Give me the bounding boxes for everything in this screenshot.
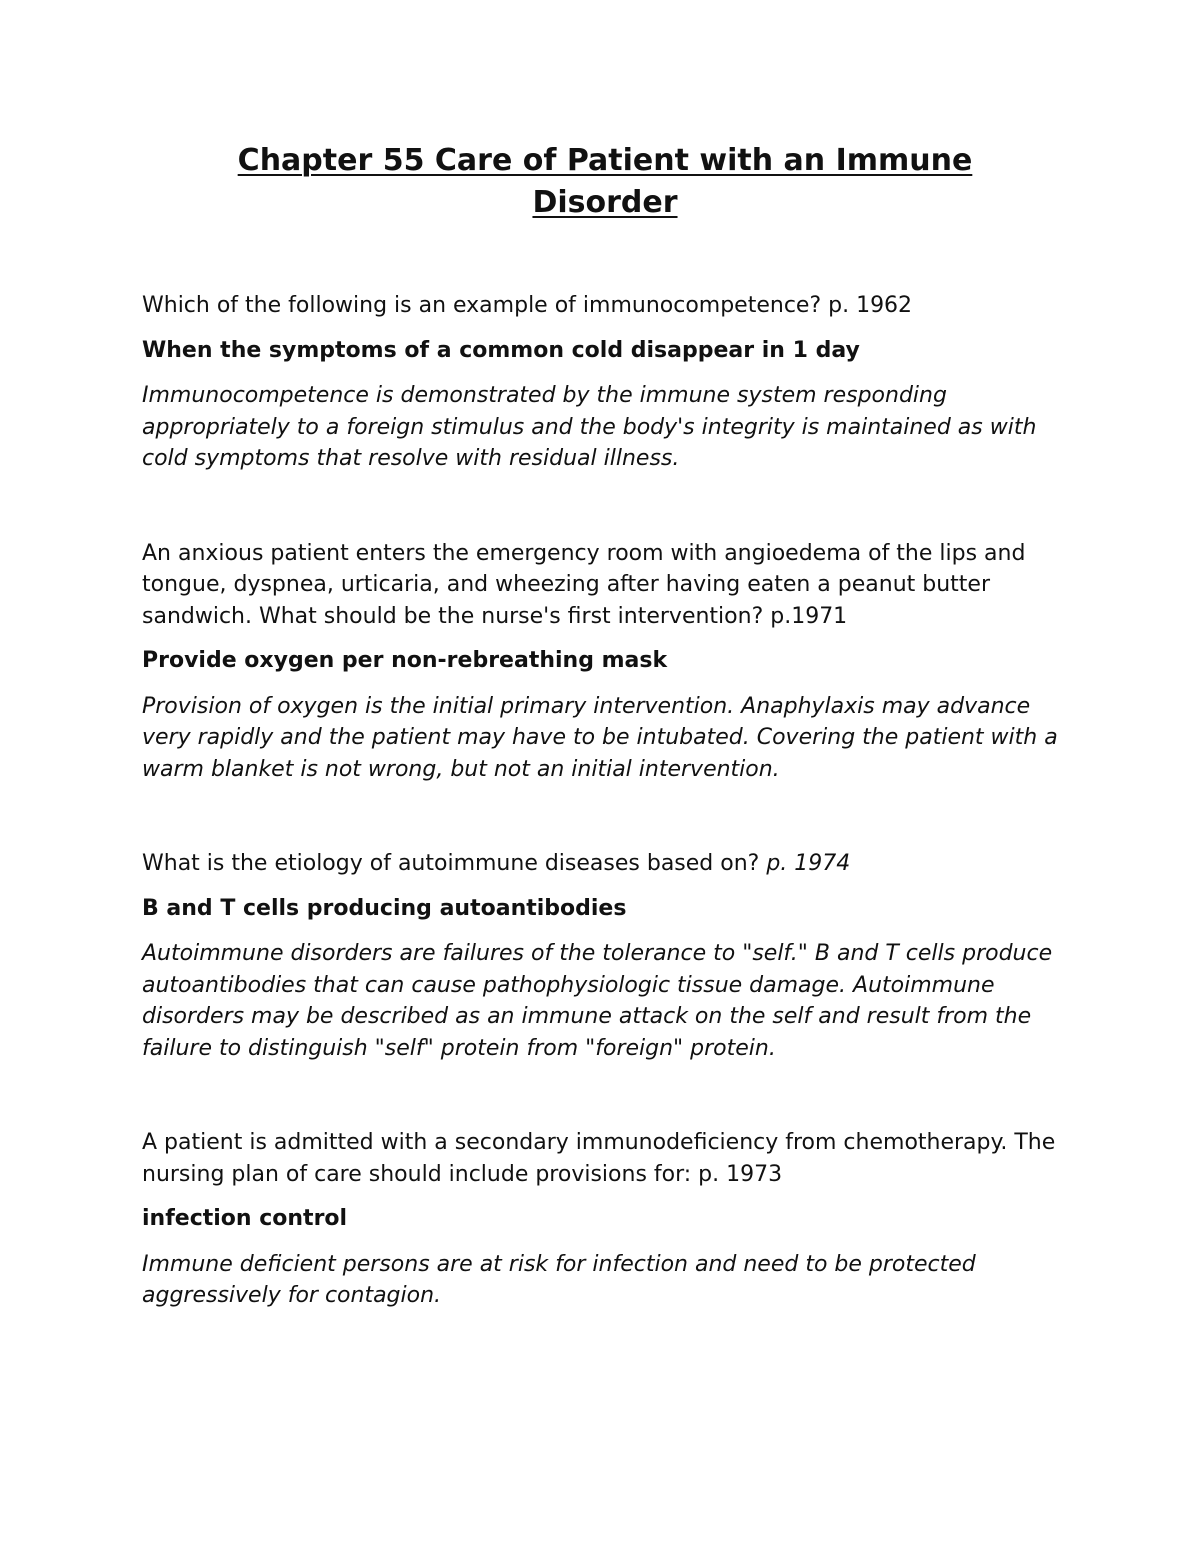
question-block-3 (142, 848, 1060, 1064)
explanation-text: Immunocompetence is demonstrated by the immune system responding appropriately to a foreign stimulus and the body's integrity is maintained as with cold symptoms that resolve with residual illness. (142, 383, 1037, 471)
page-title: Chapter 55 Care of Patient with an Immune Disorder (237, 143, 973, 220)
answer-text: When the symptoms of a common cold disappear in 1 day (142, 337, 860, 363)
question-block-2 (142, 538, 1060, 786)
question-text: A patient is admitted with a secondary immunodeficiency from chemotherapy. The nursing plan of care should include provisions for: p. 1973 (142, 1130, 1056, 1187)
answer-text: Provide oxygen per non-rebreathing mask (142, 648, 668, 673)
question-block-1 (142, 290, 1060, 475)
answer-text: B and T cells producing autoantibodies (142, 895, 627, 921)
question-text: An anxious patient enters the emergency room with angioedema of the lips and tongue, dyspnea, urticaria, and wheezing after having eaten a peanut butter sandwich. What should be the nurse's first intervention? p.1971 (142, 540, 1026, 629)
question-page-ref: p. 1974 (766, 851, 851, 876)
question-text: Which of the following is an example of immunocompetence? p. 1962 (142, 293, 913, 318)
explanation-text: Immune deficient persons are at risk for infection and need to be protected aggressively for contagion. (142, 1251, 976, 1308)
explanation-text: Provision of oxygen is the initial primary intervention. Anaphylaxis may advance very rapidly and the patient may have to be intubated. Covering the patient with a warm blanket is not wrong, but not an initial intervention. (142, 693, 1058, 782)
question-block-4 (142, 1127, 1060, 1312)
answer-text: infection control (142, 1206, 348, 1231)
explanation-text: Autoimmune disorders are failures of the tolerance to "self." B and T cells produce autoantibodies that can cause pathophysiologic tissue damage. Autoimmune disorders may be described as an immune attack on the self and result from the failure to distinguish "self" protein from "foreign" protein. (142, 941, 1053, 1061)
question-text (142, 848, 1060, 880)
question-text-main: What is the etiology of autoimmune diseases based on? (142, 851, 767, 876)
